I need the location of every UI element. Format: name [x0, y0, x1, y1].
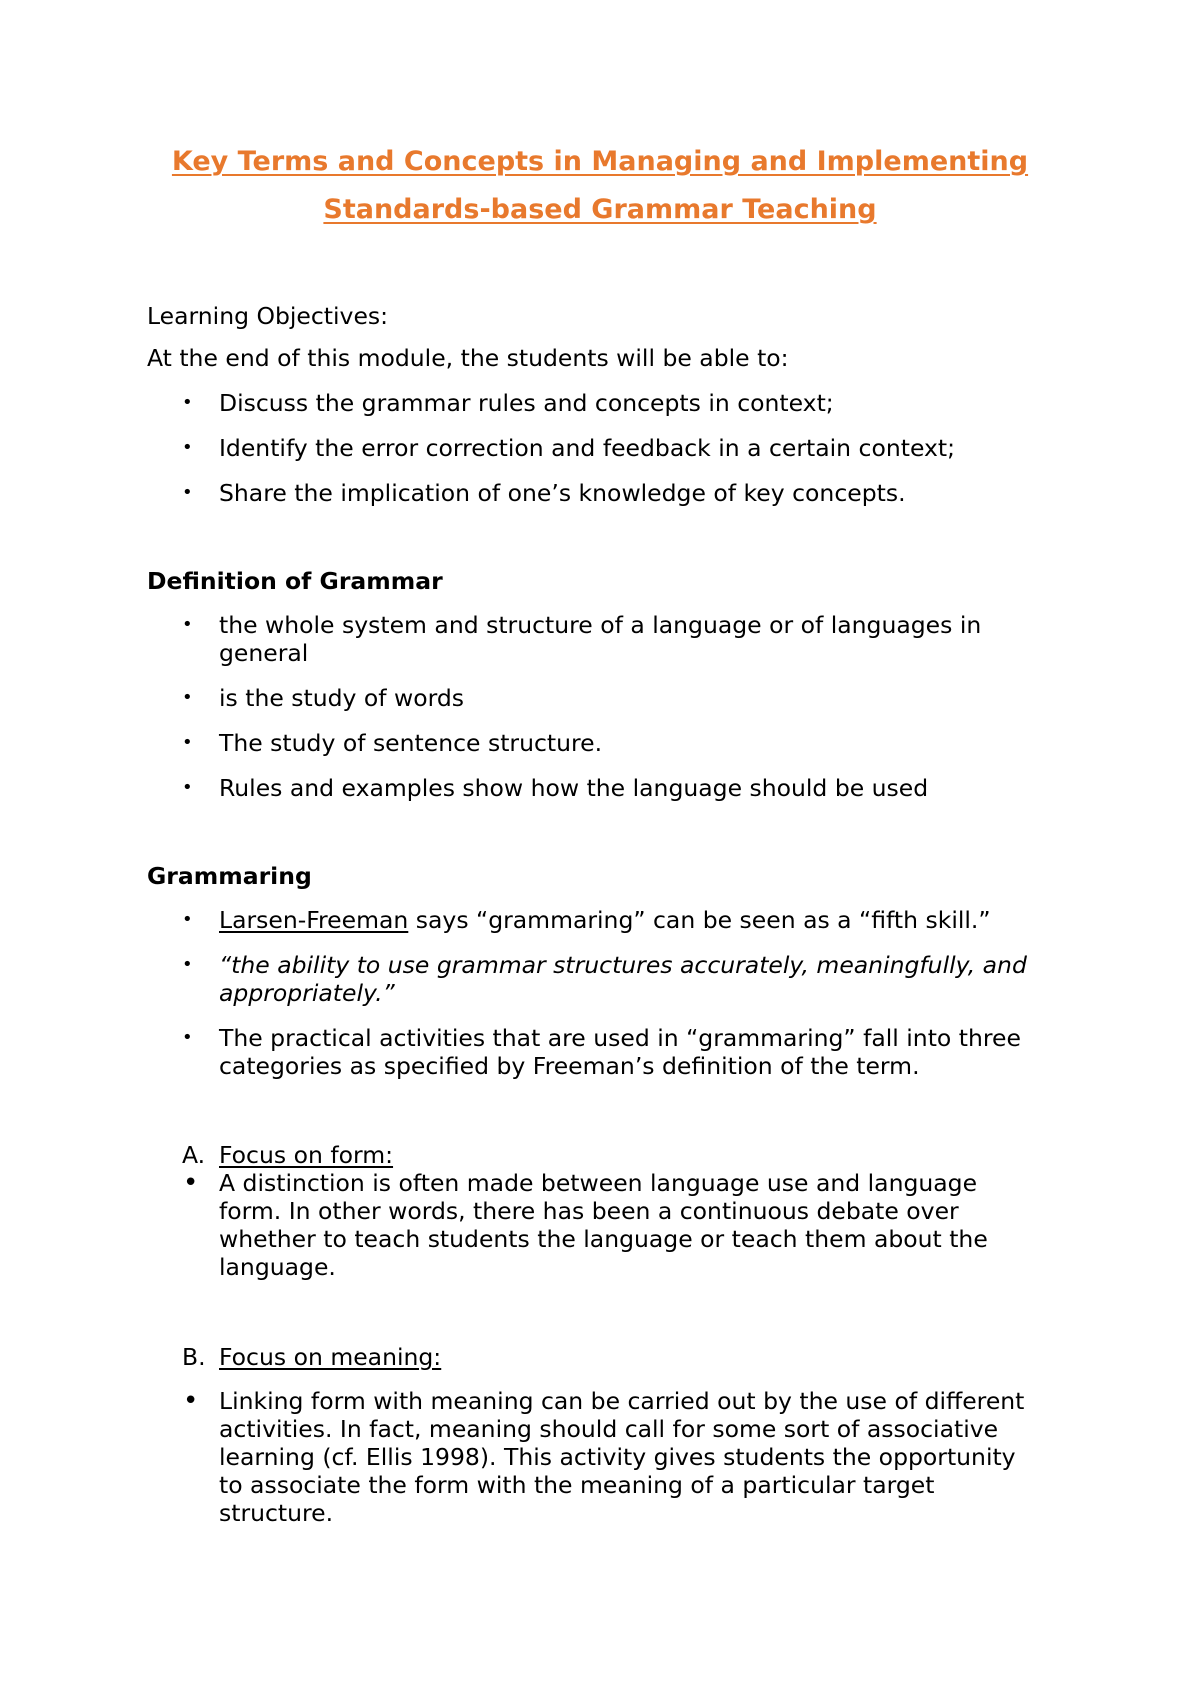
document-title-line-2: Standards-based Grammar Teaching	[323, 194, 877, 225]
bullet-icon: •	[182, 614, 193, 635]
section-b-letter: B.	[182, 1343, 206, 1371]
objective-text: Share the implication of one’s knowledge of key concepts.	[219, 479, 906, 507]
definition-text: is the study of words	[219, 684, 465, 712]
section-a-label: Focus on form:	[219, 1141, 394, 1169]
definition-heading: Definition of Grammar	[147, 567, 443, 595]
section-b-text: Linking form with meaning can be carried out by the use of different activities. In fact, meaning should call for some sort of associative learning (cf. Ellis 1998). This activity gives students the opportunity to associate the form with the meaning of a particular target structure.	[219, 1387, 1025, 1527]
grammaring-quote-text: says “grammaring” can be seen as a “fifth skill.”	[408, 906, 991, 934]
section-a-text: A distinction is often made between language use and language form. In other words, there has been a continuous debate over whether to teach students the language or teach them about the language.	[219, 1169, 988, 1281]
larsen-freeman-reference: Larsen-Freeman	[219, 906, 409, 934]
grammaring-text: The practical activities that are used in “grammaring” fall into three categories as specified by Freeman’s definition of the term.	[219, 1024, 1021, 1080]
definition-text: the whole system and structure of a language or of languages in general	[219, 611, 982, 667]
grammaring-text	[219, 906, 1069, 934]
bullet-icon: •	[182, 482, 193, 503]
objective-text: Identify the error correction and feedback in a certain context;	[219, 434, 956, 462]
bullet-icon: •	[182, 909, 193, 930]
bullet-icon: •	[182, 954, 193, 975]
bullet-icon: •	[183, 1386, 199, 1416]
definition-text: The study of sentence structure.	[219, 729, 603, 757]
bullet-icon: •	[182, 687, 193, 708]
bullet-icon: •	[182, 392, 193, 413]
objectives-intro: At the end of this module, the students will be able to:	[147, 344, 789, 372]
section-a-letter: A.	[182, 1141, 206, 1169]
definition-text: Rules and examples show how the language should be used	[219, 774, 929, 802]
objective-text: Discuss the grammar rules and concepts in context;	[219, 389, 834, 417]
bullet-icon: •	[182, 732, 193, 753]
section-b-label: Focus on meaning:	[219, 1343, 442, 1371]
bullet-icon: •	[182, 1027, 193, 1048]
learning-objectives-heading: Learning Objectives:	[147, 302, 389, 330]
document-title-line-1: Key Terms and Concepts in Managing and Implementing	[171, 146, 1029, 177]
bullet-icon: •	[182, 437, 193, 458]
bullet-icon: •	[182, 777, 193, 798]
grammaring-definition-quote: “the ability to use grammar structures accurately, meaningfully, and appropriately.”	[219, 951, 1027, 1007]
grammaring-heading: Grammaring	[147, 862, 312, 890]
bullet-icon: •	[183, 1168, 199, 1198]
